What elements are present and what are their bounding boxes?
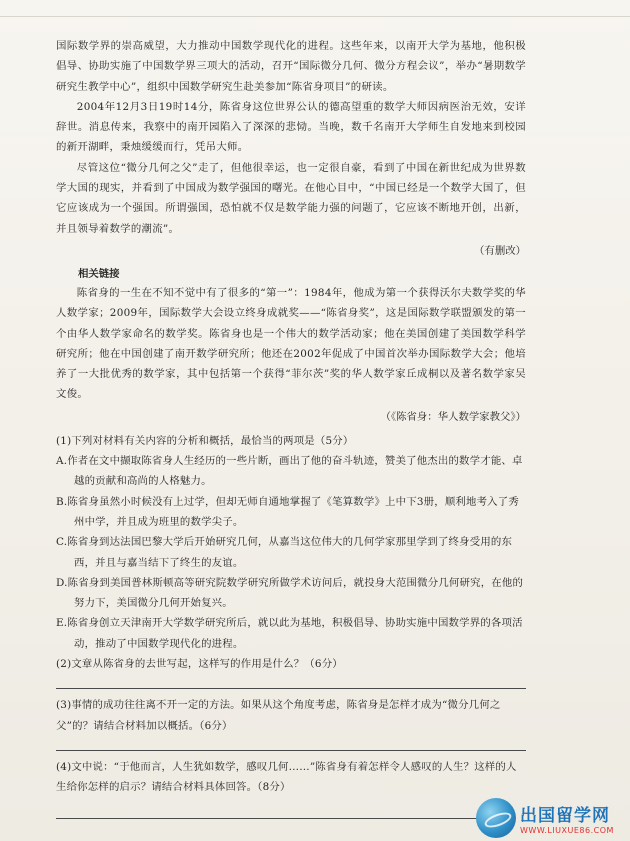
question-1-stem: (1)下列对材料有关内容的分析和概括，最恰当的两项是（5分） xyxy=(56,434,354,447)
question-1 xyxy=(56,431,526,654)
related-links-source: （《陈省身：华人数学家教父》） xyxy=(380,410,526,423)
watermark-url: WWW.LIUXUE86.COM xyxy=(520,826,614,835)
globe-logo-icon xyxy=(476,798,516,838)
passage-content xyxy=(56,36,526,825)
watermark-logo xyxy=(476,795,630,841)
passage-paragraph-2: 2004年12月3日19时14分，陈省身这位世界公认的德高望重的数学大师因病医治无效，安详辞世。消息传来，我察中的南开园陷入了深深的悲恸。当晚，数千名南开大学师生自发地来到校园的新开湖畔，秉烛缓缓而行，凭吊大师。 xyxy=(56,100,526,154)
answer-line xyxy=(56,688,526,689)
watermark-text xyxy=(520,801,614,835)
option-c: C.陈省身到达法国巴黎大学后开始研究几何，从嘉当这位伟大的几何学家那里学到了终身受用的东西，并且与嘉当结下了终生的友谊。 xyxy=(56,536,513,569)
option-e: E.陈省身创立天津南开大学数学研究所后，就以此为基地，积极倡导、协助实施中国数学界的各项活动，推动了中国数学现代化的进程。 xyxy=(56,617,523,650)
option-d: D.陈省身到美国普林斯顿高等研究院数学研究所做学术访问后，就投身大范围微分几何研究，在他的努力下，美国微分几何开始复兴。 xyxy=(56,576,524,610)
question-4: (4)文中说：“于他而言，人生犹如数学，感叹几何……”陈省身有着怎样令人感叹的人生？这样的人生给你怎样的启示？请结合材料具体回答。（8分） xyxy=(56,760,517,794)
question-2: (2)文章从陈省身的去世写起，这样写的作用是什么？（6分） xyxy=(56,658,343,671)
answer-line xyxy=(56,750,526,751)
related-links-text: 陈省身的一生在不知不觉中有了很多的“第一”：1984年，他成为第一个获得沃尔夫数学奖的华人数学家；2009年，国际数学大会设立终身成就奖——“陈省身奖”，这是国际数学联盟颁发的第一个由华人数学家命名的数学奖。陈省身也是一个伟大的数学活动家；他在美国创建了美国数学科学研究所；他在中国创建了南开数学研究所；他还在2002年促成了中国首次举办国际数学大会；他培养了一大批优秀的数学家，其中包括第一个获得“菲尔茨”奖的华人数学家丘成桐以及著名数学家吴文俊。 xyxy=(56,286,526,401)
passage-paragraph-3: 尽管这位“微分几何之父”走了，但他很幸运，也一定很自豪，看到了中国在新世纪成为世界数学大国的现实，并看到了中国成为数学强国的曙光。在他心目中，“中国已经是一个数学大国了，但它应该成为一个强国。所谓强国，恐怕就不仅是数学能力强的问题了，它应该不断地开创，出新，并且领导着数学的潮流”。 xyxy=(56,161,526,235)
question-3: (3)事情的成功往往离不开一定的方法。如果从这个角度考虑，陈省身是怎样才成为“微分几何之父”的？请结合材料加以概括。（6分） xyxy=(56,699,501,732)
passage-source: （有删改） xyxy=(474,244,526,257)
option-b: B.陈省身虽然小时候没有上过学，但却无师自通地掌握了《笔算数学》上中下3册，顺利地考入了秀州中学，并且成为班里的数学尖子。 xyxy=(56,495,519,528)
watermark-title: 出国留学网 xyxy=(520,806,610,826)
answer-line xyxy=(56,818,496,819)
related-links-title: 相关链接 xyxy=(78,267,120,280)
page-top-edge xyxy=(0,0,630,17)
option-a: A.作者在文中撷取陈省身人生经历的一些片断，画出了他的奋斗轨迹，赞美了他杰出的数学才能、卓越的贡献和高尚的人格魅力。 xyxy=(56,455,523,488)
passage-paragraph-1: 国际数学界的崇高威望，大力推动中国数学现代化的进程。这些年来，以南开大学为基地，他积极倡导、协助实施了中国数学界三项大的活动，召开“国际微分几何、微分方程会议”，举办“暑期数学研究生教学中心”，组织中国数学研究生赴美参加“陈省身项目”的研读。 xyxy=(56,40,526,93)
